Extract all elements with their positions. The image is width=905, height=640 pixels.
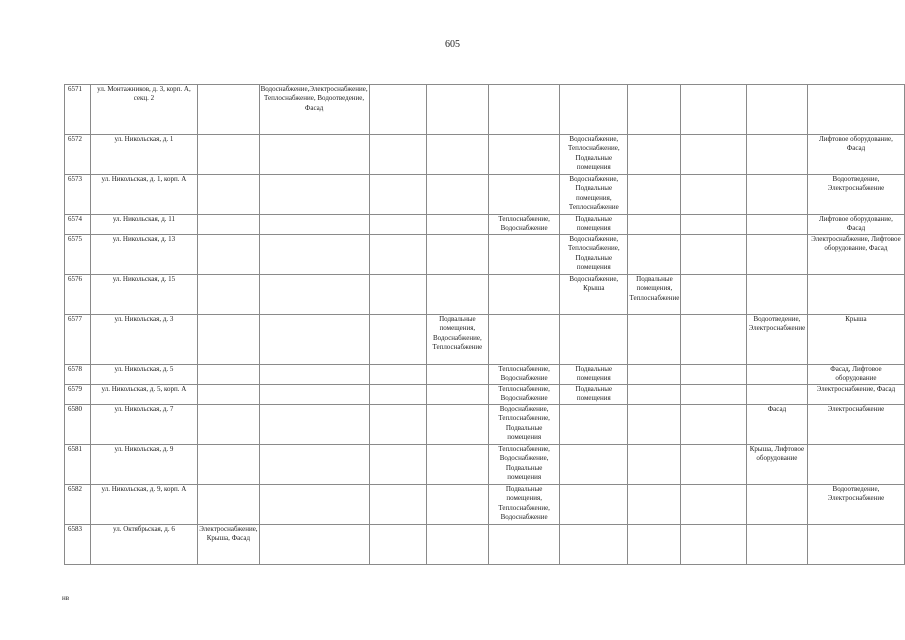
table-row xyxy=(65,485,905,525)
works-cell xyxy=(489,135,560,175)
works-cell xyxy=(259,365,369,385)
works-cell xyxy=(681,275,747,315)
works-cell: Подвальные помещения, Теплоснабжение xyxy=(628,275,681,315)
works-cell xyxy=(426,365,488,385)
table-row xyxy=(65,445,905,485)
works-cell: Водоснабжение, Теплоснабжение, Подвальные помещения xyxy=(560,235,628,275)
works-cell: Водоотведение, Электроснабжение xyxy=(746,315,807,365)
works-cell xyxy=(681,525,747,565)
table-row xyxy=(65,525,905,565)
works-cell xyxy=(489,525,560,565)
works-cell: Электроснабжение, Лифтовое оборудование, Фасад xyxy=(807,235,904,275)
works-cell: Фасад, Лифтовое оборудование xyxy=(807,365,904,385)
table-row xyxy=(65,385,905,405)
works-cell xyxy=(807,85,904,135)
address-cell: ул. Никольская, д. 9, корп. А xyxy=(90,485,198,525)
works-cell: Подвальные помещения xyxy=(560,385,628,405)
works-cell: Фасад xyxy=(746,405,807,445)
works-cell xyxy=(259,175,369,215)
works-cell xyxy=(198,365,259,385)
works-cell xyxy=(369,135,426,175)
works-cell: Водоотведение, Электроснабжение xyxy=(807,175,904,215)
works-cell xyxy=(628,175,681,215)
row-number-cell: 6580 xyxy=(65,405,91,445)
works-cell xyxy=(681,315,747,365)
works-cell: Лифтовое оборудование, Фасад xyxy=(807,135,904,175)
works-cell xyxy=(560,485,628,525)
works-cell xyxy=(198,215,259,235)
works-cell xyxy=(259,275,369,315)
works-cell xyxy=(369,315,426,365)
works-cell: Крыша, Лифтовое оборудование xyxy=(746,445,807,485)
works-cell xyxy=(426,525,488,565)
works-cell xyxy=(628,235,681,275)
works-cell xyxy=(560,405,628,445)
address-cell: ул. Никольская, д. 13 xyxy=(90,235,198,275)
works-cell xyxy=(426,175,488,215)
works-cell xyxy=(259,135,369,175)
page-number: 605 xyxy=(445,39,460,50)
works-cell xyxy=(628,485,681,525)
row-number-cell: 6575 xyxy=(65,235,91,275)
works-cell xyxy=(426,445,488,485)
works-cell xyxy=(560,445,628,485)
works-cell xyxy=(746,175,807,215)
works-cell xyxy=(628,135,681,175)
works-cell: Подвальные помещения xyxy=(560,215,628,235)
address-cell: ул. Никольская, д. 5 xyxy=(90,365,198,385)
works-cell xyxy=(560,85,628,135)
works-cell xyxy=(746,85,807,135)
works-cell xyxy=(560,315,628,365)
works-cell: Теплоснабжение, Водоснабжение xyxy=(489,215,560,235)
works-cell xyxy=(807,275,904,315)
works-cell xyxy=(198,445,259,485)
footer-mark: нв xyxy=(62,594,70,602)
works-cell: Подвальные помещения, Водоснабжение, Теплоснабжение xyxy=(426,315,488,365)
works-cell xyxy=(426,235,488,275)
works-cell xyxy=(259,525,369,565)
works-cell xyxy=(259,385,369,405)
works-cell xyxy=(681,235,747,275)
works-cell: Теплоснабжение, Водоснабжение xyxy=(489,365,560,385)
works-cell xyxy=(681,405,747,445)
row-number-cell: 6576 xyxy=(65,275,91,315)
row-number-cell: 6578 xyxy=(65,365,91,385)
works-cell xyxy=(746,235,807,275)
address-cell: ул. Никольская, д. 1 xyxy=(90,135,198,175)
table-row xyxy=(65,275,905,315)
works-cell: Крыша xyxy=(807,315,904,365)
works-cell xyxy=(628,315,681,365)
works-cell: Водоснабжение, Подвальные помещения, Теплоснабжение xyxy=(560,175,628,215)
works-cell xyxy=(489,235,560,275)
works-cell xyxy=(628,445,681,485)
works-cell xyxy=(746,385,807,405)
works-cell: Лифтовое оборудование, Фасад xyxy=(807,215,904,235)
works-cell xyxy=(681,215,747,235)
works-cell: Водоснабжение, Теплоснабжение, Подвальные помещения xyxy=(489,405,560,445)
works-cell xyxy=(426,135,488,175)
works-cell: Водоснабжение, Теплоснабжение, Подвальные помещения xyxy=(560,135,628,175)
works-cell xyxy=(369,275,426,315)
works-cell xyxy=(198,405,259,445)
works-cell xyxy=(628,365,681,385)
table-row xyxy=(65,235,905,275)
works-cell xyxy=(489,175,560,215)
row-number-cell: 6571 xyxy=(65,85,91,135)
works-cell xyxy=(746,135,807,175)
works-cell xyxy=(489,85,560,135)
works-cell xyxy=(560,525,628,565)
works-cell xyxy=(369,405,426,445)
address-cell: ул. Никольская, д. 15 xyxy=(90,275,198,315)
row-number-cell: 6581 xyxy=(65,445,91,485)
works-cell xyxy=(681,485,747,525)
works-cell: Подвальные помещения, Теплоснабжение, Водоснабжение xyxy=(489,485,560,525)
table-row xyxy=(65,85,905,135)
table-row xyxy=(65,175,905,215)
works-cell xyxy=(198,485,259,525)
row-number-cell: 6573 xyxy=(65,175,91,215)
address-cell: ул. Никольская, д. 1, корп. А xyxy=(90,175,198,215)
works-cell xyxy=(259,445,369,485)
works-cell xyxy=(746,485,807,525)
works-cell xyxy=(369,235,426,275)
table-row xyxy=(65,365,905,385)
works-cell: Водоснабжение, Крыша xyxy=(560,275,628,315)
works-cell: Водоотведение, Электроснабжение xyxy=(807,485,904,525)
works-cell xyxy=(259,405,369,445)
works-cell xyxy=(681,175,747,215)
works-cell: Электроснабжение xyxy=(807,405,904,445)
table-body xyxy=(65,85,905,565)
works-cell: Теплоснабжение, Водоснабжение, Подвальные помещения xyxy=(489,445,560,485)
works-cell xyxy=(681,85,747,135)
works-cell xyxy=(259,485,369,525)
works-cell xyxy=(198,315,259,365)
works-cell xyxy=(628,215,681,235)
works-cell xyxy=(628,405,681,445)
works-cell xyxy=(369,365,426,385)
works-cell xyxy=(198,85,259,135)
works-cell xyxy=(628,525,681,565)
works-cell: Электроснабжение, Крыша, Фасад xyxy=(198,525,259,565)
row-number-cell: 6582 xyxy=(65,485,91,525)
address-cell: ул. Никольская, д. 9 xyxy=(90,445,198,485)
works-cell xyxy=(369,525,426,565)
repair-schedule-table xyxy=(64,84,905,565)
works-cell xyxy=(198,385,259,405)
row-number-cell: 6574 xyxy=(65,215,91,235)
works-cell xyxy=(198,275,259,315)
address-cell: ул. Никольская, д. 5, корп. А xyxy=(90,385,198,405)
works-cell xyxy=(426,485,488,525)
table-row xyxy=(65,315,905,365)
works-cell: Водоснабжение,Электроснабжение, Теплоснабжение, Водоотведение, Фасад xyxy=(259,85,369,135)
works-cell xyxy=(628,85,681,135)
works-cell xyxy=(489,315,560,365)
address-cell: ул. Никольская, д. 3 xyxy=(90,315,198,365)
works-cell xyxy=(681,385,747,405)
works-cell: Электроснабжение, Фасад xyxy=(807,385,904,405)
works-cell xyxy=(489,275,560,315)
row-number-cell: 6579 xyxy=(65,385,91,405)
row-number-cell: 6583 xyxy=(65,525,91,565)
works-cell xyxy=(681,365,747,385)
works-cell xyxy=(369,215,426,235)
works-cell xyxy=(426,405,488,445)
works-cell: Подвальные помещения xyxy=(560,365,628,385)
works-cell: Теплоснабжение, Водоснабжение xyxy=(489,385,560,405)
works-cell xyxy=(369,385,426,405)
works-cell xyxy=(259,215,369,235)
works-cell xyxy=(426,385,488,405)
row-number-cell: 6572 xyxy=(65,135,91,175)
works-cell xyxy=(369,175,426,215)
works-cell xyxy=(628,385,681,405)
address-cell: ул. Монтажников, д. 3, корп. А, секц. 2 xyxy=(90,85,198,135)
works-cell xyxy=(198,135,259,175)
address-cell: ул. Октябрьская, д. 6 xyxy=(90,525,198,565)
works-cell xyxy=(681,135,747,175)
works-cell xyxy=(746,525,807,565)
works-cell xyxy=(426,275,488,315)
works-cell xyxy=(746,275,807,315)
works-cell xyxy=(259,235,369,275)
address-cell: ул. Никольская, д. 11 xyxy=(90,215,198,235)
works-cell xyxy=(426,85,488,135)
works-cell xyxy=(259,315,369,365)
works-cell xyxy=(746,215,807,235)
works-cell xyxy=(198,235,259,275)
table-row xyxy=(65,405,905,445)
works-cell xyxy=(746,365,807,385)
works-cell xyxy=(369,445,426,485)
works-cell xyxy=(369,485,426,525)
works-cell xyxy=(681,445,747,485)
works-cell xyxy=(426,215,488,235)
works-cell xyxy=(807,445,904,485)
works-cell xyxy=(369,85,426,135)
works-cell xyxy=(807,525,904,565)
works-cell xyxy=(198,175,259,215)
row-number-cell: 6577 xyxy=(65,315,91,365)
address-cell: ул. Никольская, д. 7 xyxy=(90,405,198,445)
table-row xyxy=(65,135,905,175)
table-row xyxy=(65,215,905,235)
